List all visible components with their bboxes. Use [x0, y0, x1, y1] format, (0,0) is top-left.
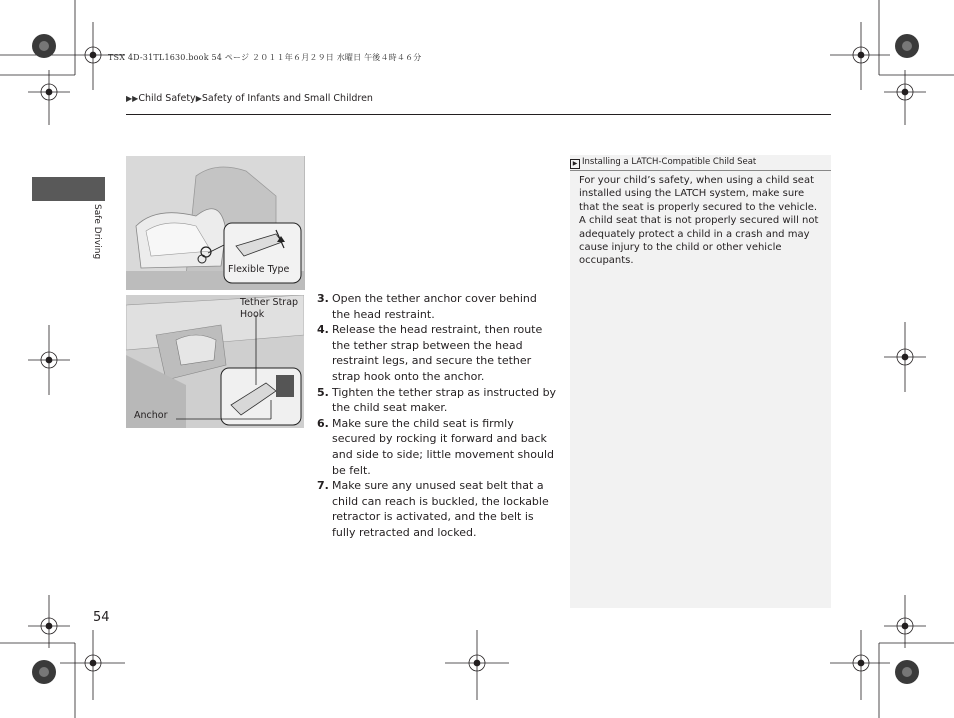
callout-anchor: Anchor	[134, 410, 168, 421]
breadcrumb-item-current: Safety of Infants and Small Children	[201, 93, 373, 104]
step-number: 4.	[317, 323, 329, 337]
breadcrumb-item-child-safety[interactable]: Child Safety	[138, 93, 196, 104]
step-text: Open the tether anchor cover behind the head restraint.	[332, 292, 537, 321]
step-number: 5.	[317, 385, 329, 399]
page-number: 54	[93, 610, 110, 625]
step-number: 6.	[317, 416, 329, 430]
side-note-title[interactable]	[570, 155, 831, 171]
step-item	[317, 478, 557, 540]
instruction-steps	[317, 291, 557, 541]
side-note-title-text: Installing a LATCH-Compatible Child Seat	[582, 157, 757, 167]
header-rule	[126, 114, 831, 115]
breadcrumb-arrow-icon: ▶	[195, 94, 202, 103]
step-item	[317, 291, 557, 322]
callout-tether-strap-hook: Tether Strap Hook	[240, 297, 299, 320]
step-item	[317, 322, 557, 384]
step-item	[317, 385, 557, 416]
step-text: Make sure any unused seat belt that a child can reach is buckled, the lockable retractor is activated, and the belt is fully retracted and locked.	[332, 479, 549, 539]
step-number: 7.	[317, 479, 329, 493]
breadcrumb-arrow-icon: ▶▶	[126, 94, 139, 103]
print-header: TSX 4D-31TL1630.book 54 ページ ２０１１年６月２９日 水曜日 午後４時４６分	[108, 53, 422, 62]
step-text: Release the head restraint, then route the tether strap between the head restraint legs, and secure the tether strap hook onto the anchor.	[332, 323, 543, 383]
side-note-body: For your child’s safety, when using a child seat installed using the LATCH system, make sure that the seat is properly secured to the vehicle. A child seat that is not properly secured will not adequately protect a child in a crash and may cause injury to the child or other vehicle occupants.	[579, 175, 819, 267]
breadcrumb	[126, 93, 373, 104]
step-text: Make sure the child seat is firmly secured by rocking it forward and back and side to side; little movement should be felt.	[332, 416, 554, 477]
step-item	[317, 416, 557, 478]
step-number: 3.	[317, 292, 329, 305]
callout-flexible-type: Flexible Type	[228, 264, 290, 275]
reference-arrow-icon: ▶	[570, 159, 580, 169]
section-tab-marker	[32, 177, 105, 201]
step-text: Tighten the tether strap as instructed by the child seat maker.	[332, 385, 557, 415]
section-side-label: Safe Driving	[92, 204, 102, 260]
